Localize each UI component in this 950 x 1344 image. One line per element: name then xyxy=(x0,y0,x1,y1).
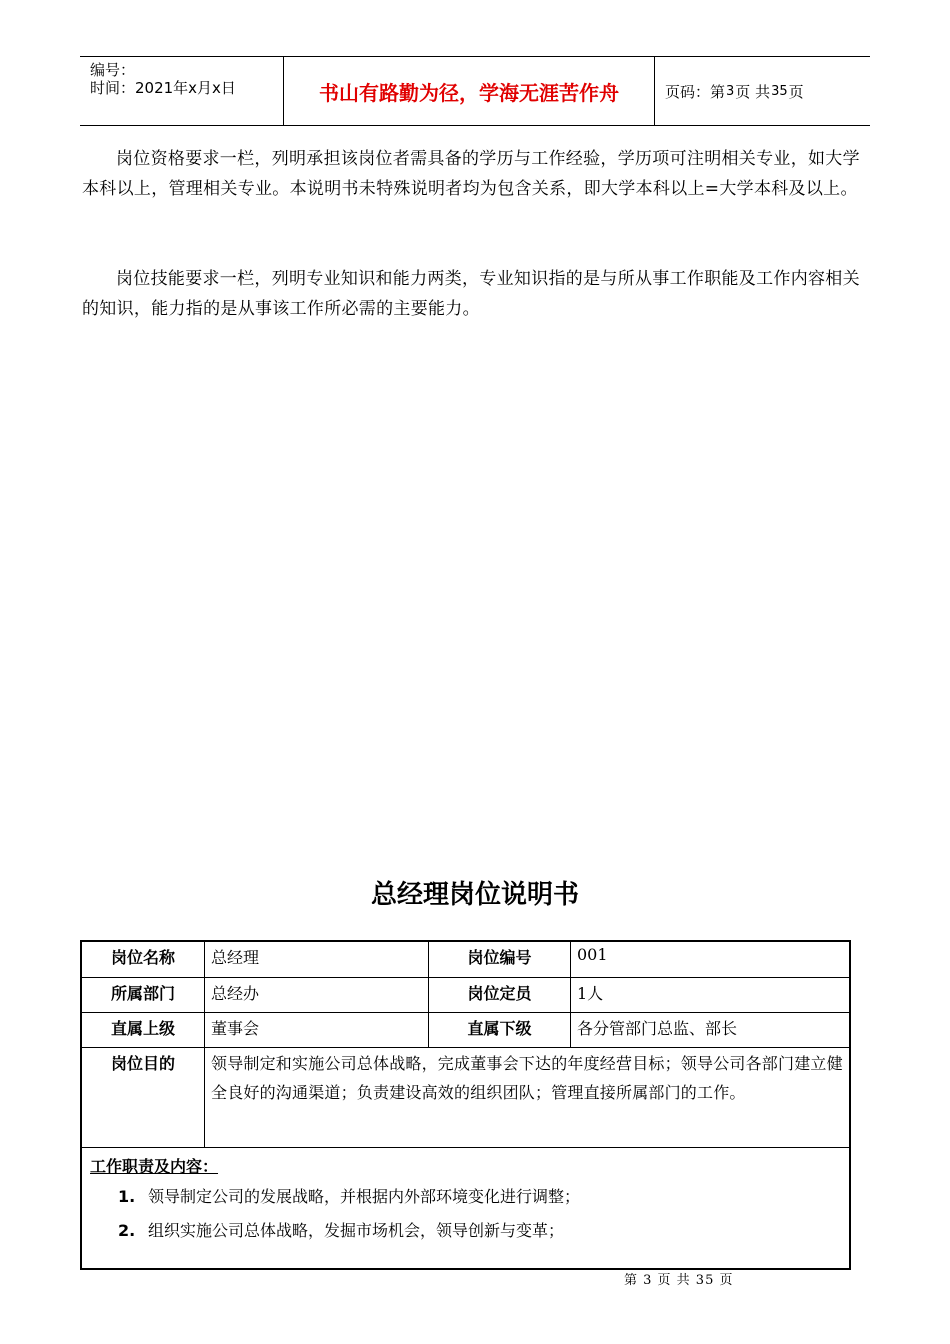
cell-value: 1人 xyxy=(570,978,849,1012)
table-row xyxy=(82,942,849,978)
item-number: 1. xyxy=(118,1187,136,1206)
page-suffix: 页 xyxy=(788,82,804,101)
cell-label: 直属上级 xyxy=(110,1019,175,1038)
page-total: 35 xyxy=(771,83,788,99)
header-page-info xyxy=(665,57,804,125)
header-meta xyxy=(90,61,236,97)
list-item xyxy=(118,1184,580,1207)
page-footer: 第 3 页 共 35 页 xyxy=(624,1273,734,1288)
cell-label: 岗位编号 xyxy=(428,942,570,977)
item-number: 2. xyxy=(118,1221,136,1240)
page-header xyxy=(80,56,870,126)
duties-label: 工作职责及内容： xyxy=(90,1157,219,1176)
date-label: 时间：2021年x月x日 xyxy=(90,79,236,97)
purpose-text: 领导制定和实施公司总体战略，完成董事会下达的年度经营目标；领导公司各部门建立健全良好的沟通渠道；负责建设高效的组织团队；管理直接所属部门的工作。 xyxy=(204,1048,849,1147)
cell-value: 各分管部门总监、部长 xyxy=(570,1013,849,1047)
cell-label: 直属下级 xyxy=(428,1013,570,1047)
job-description-table xyxy=(80,940,851,1270)
item-text: 领导制定公司的发展战略，并根据内外部环境变化进行调整； xyxy=(148,1187,581,1206)
table-row xyxy=(82,1013,849,1048)
cell-value: 001 xyxy=(570,942,849,977)
cell-value: 总经办 xyxy=(204,978,428,1012)
cell-label: 所属部门 xyxy=(110,984,175,1003)
item-text: 组织实施公司总体战略，发掘市场机会，领导创新与变革； xyxy=(148,1221,565,1240)
table-row xyxy=(82,978,849,1013)
cell-value: 董事会 xyxy=(204,1013,428,1047)
cell-label: 岗位定员 xyxy=(428,978,570,1012)
paragraph-skills: 岗位技能要求一栏，列明专业知识和能力两类，专业知识指的是与所从事工作职能及工作内容相关的知识，能力指的是从事该工作所必需的主要能力。 xyxy=(82,269,860,319)
list-item xyxy=(118,1218,564,1241)
header-motto: 书山有路勤为径，学海无涯苦作舟 xyxy=(283,57,655,125)
paragraph-qualification: 岗位资格要求一栏，列明承担该岗位者需具备的学历与工作经验，学历项可注明相关专业，如大学本科以上，管理相关专业。本说明书未特殊说明者均为包含关系，即大学本科以上=大学本科及以上。 xyxy=(82,149,860,199)
page-number: 3 xyxy=(726,83,735,99)
table-row-purpose xyxy=(82,1048,849,1148)
page-prefix: 页码：第 xyxy=(665,82,726,101)
code-label: 编号： xyxy=(90,61,136,79)
cell-value: 总经理 xyxy=(204,942,428,977)
cell-label: 岗位名称 xyxy=(110,948,175,967)
document-title: 总经理岗位说明书 xyxy=(370,880,579,910)
purpose-label: 岗位目的 xyxy=(110,1054,175,1073)
page-mid: 页 共 xyxy=(735,82,771,101)
